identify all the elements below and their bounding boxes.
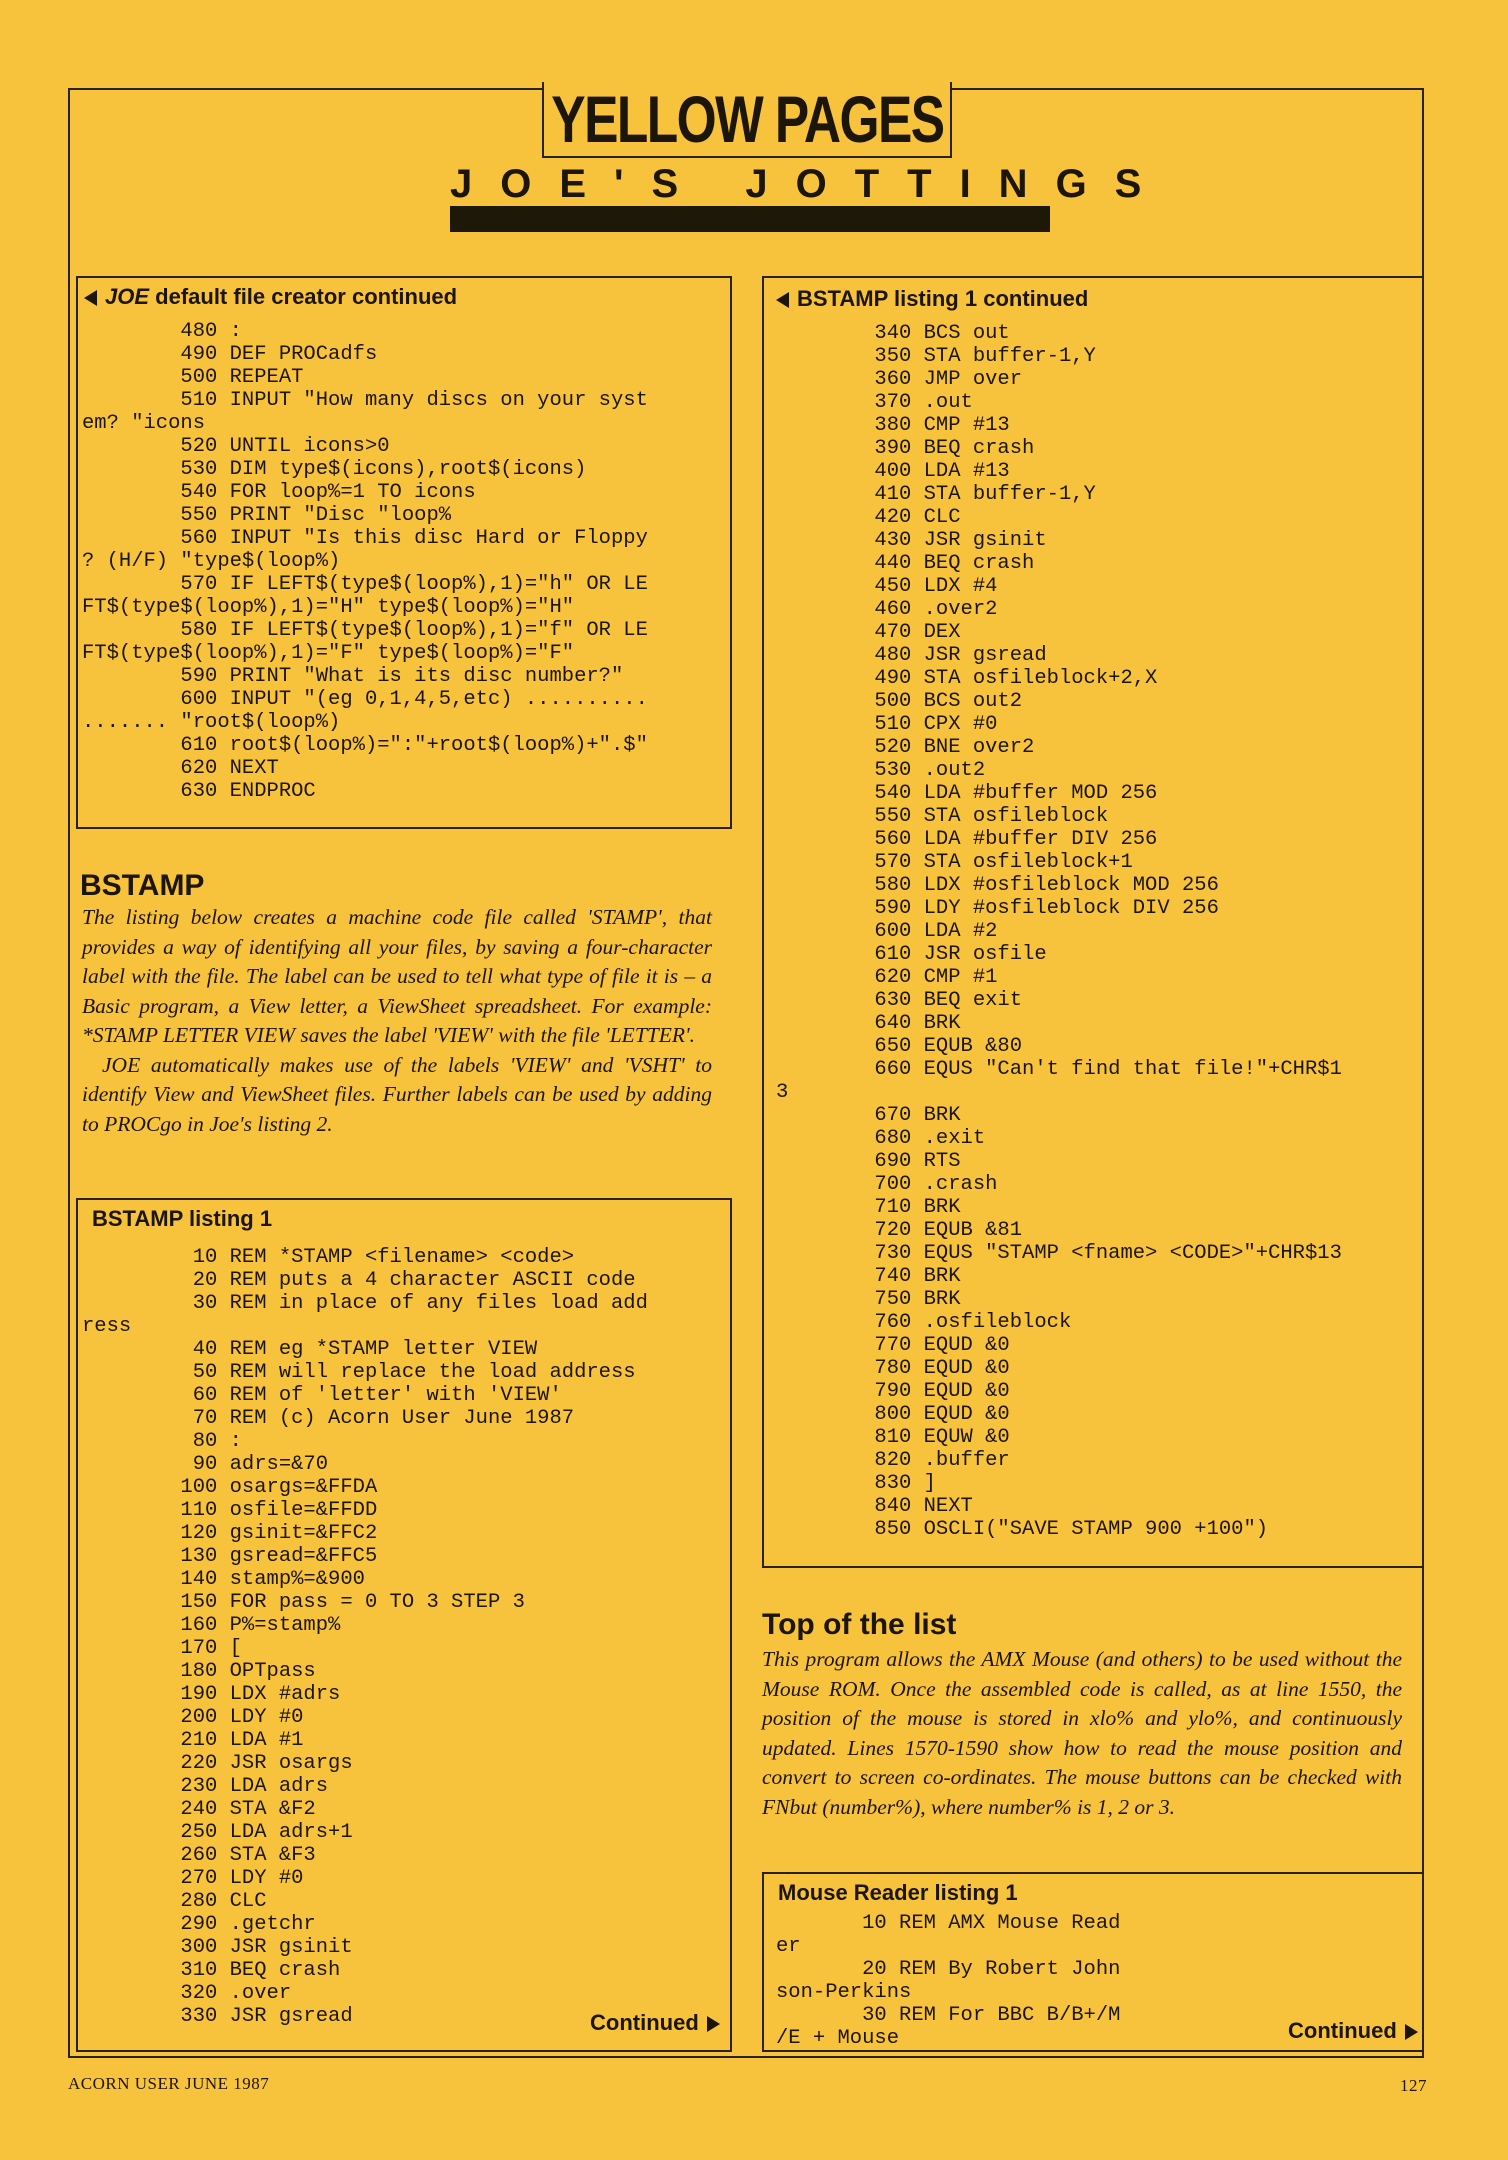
bstamp-continued-title-text: BSTAMP listing 1 continued <box>797 286 1089 311</box>
bstamp-body <box>82 903 712 1139</box>
joe-title-italic: JOE <box>105 284 150 309</box>
mouse-listing-code: 10 REM AMX Mouse Read er 20 REM By Robert John son-Perkins 30 REM For BBC B/B+/M /E + Mouse <box>776 1912 1121 2050</box>
joe-title-rest: default file creator continued <box>149 284 458 309</box>
top-of-list-body <box>762 1645 1402 1822</box>
top-of-list-heading: Top of the list <box>762 1608 957 1641</box>
arrow-right-icon <box>707 2016 720 2032</box>
continued-text: Continued <box>1288 2018 1397 2043</box>
joe-listing-code: 480 : 490 DEF PROCadfs 500 REPEAT 510 INPUT "How many discs on your syst em? "icons 520 UNTIL icons>0 530 DIM type$(icons),root$(icons) 540 FOR loop%=1 TO icons 550 PRINT "Disc "loop% 560 INPUT "Is this disc Hard or Floppy ? (H/F) "type$(loop%) 570 IF LEFT$(type$(loop%),1)="h" OR LE FT$(type$(loop%),1)="H" type$(loop%)="H" 580 IF LEFT$(type$(loop%),1)="f" OR LE FT$(type$(loop%),1)="F" type$(loop%)="F" 590 PRINT "What is its disc number?" 600 INPUT "(eg 0,1,4,5,etc) .......... ....... "root$(loop%) 610 root$(loop%)=":"+root$(loop%)+".$" 620 NEXT 630 ENDPROC <box>82 320 648 803</box>
top-of-list-paragraph: This program allows the AMX Mouse (and others) to be used without the Mouse ROM. Once the assembled code is called, as at line 1550, the position of the mouse is stored in xlo% and ylo%, and continuously updated. Lines 1570-1590 show how to read the mouse position and convert to screen co-ordinates. The mouse buttons can be checked with FNbut (number%), where number% is 1, 2 or 3. <box>762 1647 1402 1819</box>
arrow-left-icon <box>84 290 97 306</box>
joe-listing-title <box>84 284 457 310</box>
bstamp-continued-code: 340 BCS out 350 STA buffer-1,Y 360 JMP over 370 .out 380 CMP #13 390 BEQ crash 400 LDA #13 410 STA buffer-1,Y 420 CLC 430 JSR gsinit 440 BEQ crash 450 LDX #4 460 .over2 470 DEX 480 JSR gsread 490 STA osfileblock+2,X 500 BCS out2 510 CPX #0 520 BNE over2 530 .out2 540 LDA #buffer MOD 256 550 STA osfileblock 560 LDA #buffer DIV 256 570 STA osfileblock+1 580 LDX #osfileblock MOD 256 590 LDY #osfileblock DIV 256 600 LDA #2 610 JSR osfile 620 CMP #1 630 BEQ exit 640 BRK 650 EQUB &80 660 EQUS "Can't find that file!"+CHR$1 3 670 BRK 680 .exit 690 RTS 700 .crash 710 BRK 720 EQUB &81 730 EQUS "STAMP <fname> <CODE>"+CHR$13 740 BRK 750 BRK 760 .osfileblock 770 EQUD &0 780 EQUD &0 790 EQUD &0 800 EQUD &0 810 EQUW &0 820 .buffer 830 ] 840 NEXT 850 OSCLI("SAVE STAMP 900 +100") <box>776 322 1342 1541</box>
continued-text: Continued <box>590 2010 699 2035</box>
arrow-right-icon <box>1405 2024 1418 2040</box>
continued-label <box>1288 2018 1418 2044</box>
section-subtitle: JOE'S JOTTINGS <box>450 162 1170 206</box>
bstamp-listing-title: BSTAMP listing 1 <box>92 1206 273 1231</box>
bstamp-heading: BSTAMP <box>80 869 205 902</box>
continued-label <box>590 2010 720 2036</box>
masthead-title: YELLOW PAGES <box>550 82 944 156</box>
bstamp-listing-code: 10 REM *STAMP <filename> <code> 20 REM puts a 4 character ASCII code 30 REM in place of any files load add ress 40 REM eg *STAMP letter VIEW 50 REM will replace the load address 60 REM of 'letter' with 'VIEW' 70 REM (c) Acorn User June 1987 80 : 90 adrs=&70 100 osargs=&FFDA 110 osfile=&FFDD 120 gsinit=&FFC2 130 gsread=&FFC5 140 stamp%=&900 150 FOR pass = 0 TO 3 STEP 3 160 P%=stamp% 170 [ 180 OPTpass 190 LDX #adrs 200 LDY #0 210 LDA #1 220 JSR osargs 230 LDA adrs 240 STA &F2 250 LDA adrs+1 260 STA &F3 270 LDY #0 280 CLC 290 .getchr 300 JSR gsinit 310 BEQ crash 320 .over 330 JSR gsread <box>82 1246 648 2028</box>
page-number: 127 <box>1400 2076 1427 2095</box>
subtitle-bar <box>450 206 1050 232</box>
bstamp-continued-title <box>776 286 1088 312</box>
bstamp-paragraph-2: JOE automatically makes use of the labels 'VIEW' and 'VSHT' to identify View and ViewSheet files. Further labels can be used by adding to PROCgo in Joe's listing 2. <box>82 1052 712 1136</box>
mouse-listing-title: Mouse Reader listing 1 <box>778 1880 1018 1905</box>
footer-magazine: ACORN USER JUNE 1987 <box>68 2074 270 2093</box>
bstamp-paragraph-1: The listing below creates a machine code file called 'STAMP', that provides a way of identifying all your files, by saving a four-character label with the file. The label can be used to tell what type of file it is – a Basic program, a View letter, a ViewSheet spreadsheet. For example: *STAMP LETTER VIEW saves the label 'VIEW' with the file 'LETTER'. <box>82 905 712 1047</box>
arrow-left-icon <box>776 292 789 308</box>
masthead-box <box>542 82 952 158</box>
